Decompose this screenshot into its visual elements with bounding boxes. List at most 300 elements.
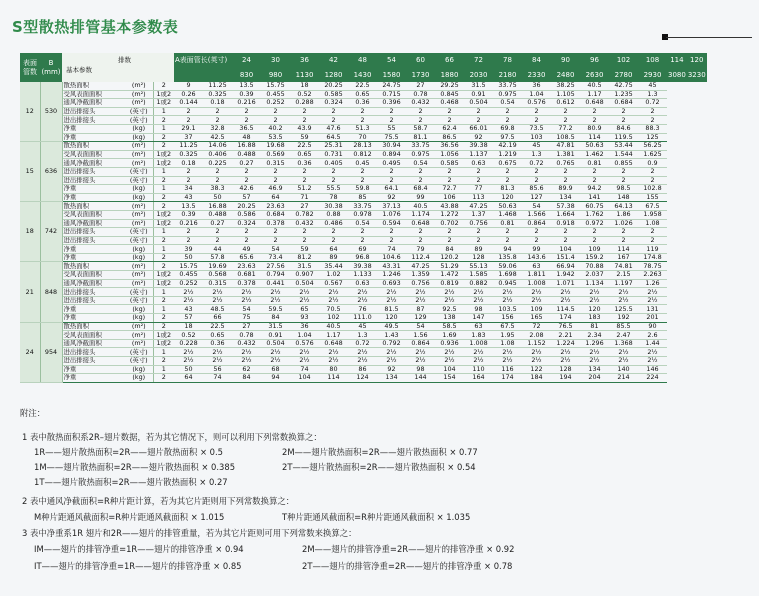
note-1b: 2M——翅片散热面积=2R——翅片散热面积 × 0.77 [282,447,478,457]
note-1d: 2T——翅片散热面积=2R——翅片散热面积 × 0.54 [282,462,476,472]
table-cell: 0.18 [174,159,203,168]
table-cell: 98 [406,365,435,374]
table-cell: 2 [203,228,232,237]
row-count: 1 [153,167,174,176]
row-count: 2 [153,314,174,323]
table-cell: 147 [464,314,493,323]
header-inch-66: 66 [435,53,464,68]
table-cell: 116 [493,365,522,374]
row-item-label: 散热面积 [62,142,125,151]
table-cell: 55.5 [319,185,348,194]
table-cell: 2 [348,228,377,237]
table-cell: 71 [290,193,319,202]
header-inch-102: 102 [609,53,638,68]
table-cell: 2 [551,228,580,237]
note-3b: 2M——翅片的排管净重=2R——翅片的排管净重 × 0.92 [302,544,515,554]
row-item-label: 散热面积 [62,202,125,211]
table-cell: 2 [580,116,609,125]
table-cell: 2 [261,107,290,116]
table-cell: 0.794 [261,271,290,280]
table-cell: 47.25 [464,202,493,211]
row-unit: (kg) [125,253,153,262]
table-cell: 2.15 [609,271,638,280]
table-cell: 0.907 [290,271,319,280]
table-cell: 16.88 [232,142,261,151]
row-item-label: 进出排接头 [62,288,125,297]
table-cell: 192 [609,314,638,323]
table-cell: 70 [348,133,377,142]
table-cell: 2 [377,176,406,185]
table-cell: 62 [232,365,261,374]
table-cell: 48.5 [203,305,232,314]
table-cell: 2 [203,236,232,245]
table-cell: 110 [464,365,493,374]
table-cell: 25.31 [319,142,348,151]
table-cell: 0.65 [203,331,232,340]
table-cell: 0.936 [435,339,464,348]
table-row [20,228,707,237]
header-area-tube-length: A表面管长(英寸) [174,53,232,68]
table-cell: 92 [464,133,493,142]
table-cell: 92 [377,365,406,374]
table-cell: 31.5 [290,262,319,271]
table-cell: 0.39 [232,90,261,99]
table-cell: 1.3 [638,90,667,99]
table-cell: 0.455 [174,271,203,280]
table-cell: 64 [174,374,203,383]
row-unit: (kg) [125,374,153,383]
table-cell: 122 [522,365,551,374]
note-2a: M种片距通风截面积=R种片距通风截面积 × 1.015 [34,512,225,522]
row-unit: (m²) [125,339,153,348]
row-unit: (m²) [125,271,153,280]
table-cell: 27 [232,322,261,331]
table-cell: 0.36 [203,339,232,348]
table-cell: 183 [580,314,609,323]
table-cell: 120 [580,305,609,314]
table-cell: 64 [319,245,348,254]
table-cell: 129 [406,314,435,323]
table-cell: 2½ [377,288,406,297]
table-cell: 1.83 [464,331,493,340]
row-item-label: 进出排接头 [62,296,125,305]
table-cell: 1.105 [551,90,580,99]
row-count: 1或2 [153,99,174,108]
table-cell: 42.5 [203,133,232,142]
table-cell: 37.13 [377,202,406,211]
table-cell: 84.6 [609,124,638,133]
table-row [20,150,707,159]
table-cell: 28.13 [348,142,377,151]
table-cell: 94 [261,374,290,383]
table-cell: 124 [348,374,377,383]
table-cell: 2½ [522,348,551,357]
table-cell: 1.698 [493,271,522,280]
table-cell: 2 [522,228,551,237]
row-item-label: 散热面积 [62,262,125,271]
row-count: 2 [153,374,174,383]
row-count: 2 [153,202,174,211]
table-cell: 23.63 [261,202,290,211]
table-cell: 144 [406,374,435,383]
table-cell: 39.38 [464,142,493,151]
table-cell: 45 [522,142,551,151]
table-cell: 1.762 [580,210,609,219]
table-cell: 70.5 [319,305,348,314]
table-cell: 2 [580,176,609,185]
row-unit: (m²) [125,99,153,108]
table-cell: 60.75 [580,202,609,211]
table-cell: 0.78 [232,331,261,340]
header-inch-72: 72 [464,53,493,68]
header-rows: 排数 [118,56,131,64]
table-cell: 73.4 [261,253,290,262]
table-cell: 20.25 [232,202,261,211]
table-cell: 164 [464,374,493,383]
table-cell: 81.2 [290,253,319,262]
table-cell: 2½ [522,357,551,366]
table-cell: 33.75 [348,202,377,211]
table-cell: 1.076 [377,210,406,219]
row-item-label: 进出排接头 [62,176,125,185]
table-cell: 0.36 [290,159,319,168]
row-unit: (m²) [125,279,153,288]
row-unit: (m²) [125,150,153,159]
row-count: 2 [153,262,174,271]
row-count: 1或2 [153,271,174,280]
table-cell: 119 [638,245,667,254]
header-mm-1730: 1730 [406,68,435,82]
table-row [20,90,707,99]
table-cell: 55.13 [464,262,493,271]
table-cell: 2 [493,228,522,237]
row-count: 1 [153,305,174,314]
row-item-label: 净重 [62,133,125,142]
row-unit: (m²) [125,210,153,219]
table-cell: 2½ [638,357,667,366]
group-tube-count: 12 [20,82,40,142]
table-cell: 127 [522,193,551,202]
table-cell: 2½ [377,296,406,305]
table-cell: 99 [406,193,435,202]
table-cell: 1.296 [580,339,609,348]
table-cell: 46.9 [261,185,290,194]
group-b-mm: 636 [40,142,62,202]
table-cell: 0.288 [290,99,319,108]
table-cell: 90 [638,322,667,331]
table-cell: 34 [174,185,203,194]
table-cell: 11.25 [174,142,203,151]
table-row [20,348,707,357]
table-cell: 31.5 [464,82,493,90]
table-cell: 68.4 [406,185,435,194]
table-cell: 0.378 [261,219,290,228]
table-cell: 125.5 [609,305,638,314]
table-cell: 49 [232,245,261,254]
table-cell: 36.56 [435,142,464,151]
table-cell: 35.44 [319,262,348,271]
table-cell: 2 [319,228,348,237]
row-unit: (kg) [125,314,153,323]
table-cell: 0.586 [232,210,261,219]
group-tube-count: 18 [20,202,40,262]
table-cell: 0.486 [319,219,348,228]
row-count: 1或2 [153,159,174,168]
table-cell: 1.811 [522,271,551,280]
header-mm-2330: 2330 [522,68,551,82]
table-cell: 0.91 [261,331,290,340]
table-cell: 87 [406,305,435,314]
table-cell: 0.54 [493,99,522,108]
table-cell: 47.6 [319,124,348,133]
table-cell: 0.216 [174,219,203,228]
table-cell: 59.5 [261,305,290,314]
table-cell: 2½ [232,357,261,366]
table-cell: 2½ [377,357,406,366]
table-cell: 2½ [174,288,203,297]
row-unit: (m²) [125,202,153,211]
row-item-label: 进出排接头 [62,357,125,366]
row-item-label: 通风净截面积 [62,99,125,108]
table-cell: 2.34 [580,331,609,340]
table-cell: 2½ [232,288,261,297]
table-cell: 2 [261,176,290,185]
table-cell: 2½ [406,348,435,357]
table-cell: 2½ [232,348,261,357]
row-unit: (m²) [125,142,153,151]
table-cell: 2½ [493,348,522,357]
row-count: 2 [153,236,174,245]
table-cell: 2 [174,167,203,176]
table-cell: 29.25 [435,82,464,90]
row-count: 2 [153,116,174,125]
table-cell: 0.812 [348,150,377,159]
table-cell: 0.648 [406,219,435,228]
table-cell: 2.263 [638,271,667,280]
table-cell: 0.845 [435,90,464,99]
table-cell: 78.75 [638,262,667,271]
table-cell: 134 [551,193,580,202]
table-cell: 2 [609,107,638,116]
table-cell: 50 [174,253,203,262]
table-cell: 1.69 [435,331,464,340]
table-cell: 0.945 [493,279,522,288]
table-cell: 32.8 [203,124,232,133]
table-row [20,82,707,90]
table-cell: 73.5 [522,124,551,133]
table-cell: 66.94 [551,262,580,271]
table-cell: 2½ [406,288,435,297]
group-tube-count: 21 [20,262,40,322]
table-cell: 0.54 [406,159,435,168]
table-row [20,271,707,280]
table-cell: 2½ [638,296,667,305]
table-cell: 85.6 [522,185,551,194]
table-cell: 0.432 [232,339,261,348]
note-1a: 1R——翅片散热面积=2R——翅片散热面积 × 0.5 [34,447,223,457]
table-cell: 1.02 [319,271,348,280]
table-cell: 0.88 [319,210,348,219]
table-cell: 2½ [638,288,667,297]
table-cell: 0.252 [261,99,290,108]
row-item-label: 进出排接头 [62,107,125,116]
table-row [20,116,707,125]
table-cell: 2 [580,228,609,237]
table-cell: 1.95 [493,331,522,340]
table-cell: 2 [406,176,435,185]
row-item-label: 净重 [62,193,125,202]
table-cell: 1.942 [551,271,580,280]
header-mm-1280: 1280 [319,68,348,82]
table-cell: 0.495 [377,159,406,168]
table-cell: 108.5 [551,133,580,142]
table-cell: 0.568 [203,271,232,280]
row-unit: (kg) [125,305,153,314]
table-cell: 0.569 [261,150,290,159]
table-cell: 2 [638,167,667,176]
table-cell: 0.39 [174,210,203,219]
row-count: 1或2 [153,150,174,159]
table-cell: 2 [174,107,203,116]
row-unit: (kg) [125,133,153,142]
row-count: 2 [153,296,174,305]
table-cell: 49.5 [377,322,406,331]
table-cell: 86 [348,365,377,374]
table-cell: 54 [261,245,290,254]
table-cell: 184 [522,374,551,383]
header-inch-114: 114 [667,53,687,68]
table-cell: 27 [406,82,435,90]
table-cell: 2 [174,236,203,245]
row-unit: (英寸) [125,348,153,357]
table-cell: 75 [232,314,261,323]
table-cell: 140 [609,365,638,374]
table-cell: 2 [377,107,406,116]
table-cell: 0.468 [435,99,464,108]
table-cell: 2 [638,176,667,185]
row-unit: (m²) [125,331,153,340]
table-cell: 1.566 [522,210,551,219]
row-count: 1 [153,365,174,374]
table-cell: 42.19 [493,142,522,151]
table-cell: 0.684 [609,99,638,108]
table-cell: 2 [580,236,609,245]
group-b-mm: 530 [40,82,62,142]
note-3: 3 表中净重系1R 翅片和2R——翅片的排管重量，若为其它片距则可用下列常数来换算之： [22,528,357,538]
table-cell: 148 [609,193,638,202]
table-cell: 1.664 [551,210,580,219]
table-cell: 2 [377,228,406,237]
table-cell: 1.056 [435,150,464,159]
table-cell: 0.228 [174,339,203,348]
header-inch-24: 24 [232,53,261,68]
table-cell: 66 [203,314,232,323]
table-cell: 94.2 [580,185,609,194]
table-cell: 2 [377,167,406,176]
table-cell: 2 [464,167,493,176]
table-cell: 214 [609,374,638,383]
row-count: 2 [153,253,174,262]
table-cell: 2½ [609,296,638,305]
table-cell: 2½ [435,357,464,366]
table-cell: 57.8 [203,253,232,262]
note-1c: 1M——翅片散热面积=2R——翅片散热面积 × 0.385 [34,462,236,472]
table-cell: 2 [203,107,232,116]
row-count: 1或2 [153,219,174,228]
table-cell: 2 [290,176,319,185]
table-cell: 154 [435,374,464,383]
table-cell: 30.38 [319,202,348,211]
table-cell: 0.252 [174,279,203,288]
table-cell: 0.585 [435,159,464,168]
table-cell: 85 [348,193,377,202]
table-cell: 167 [609,253,638,262]
table-cell: 69 [348,245,377,254]
table-cell: 1.625 [638,150,667,159]
row-item-label: 净重 [62,365,125,374]
table-cell: 2 [522,107,551,116]
table-cell: 2 [174,176,203,185]
table-cell: 0.765 [551,159,580,168]
table-cell: 131 [638,305,667,314]
table-cell: 204 [580,374,609,383]
table-cell: 0.91 [464,90,493,99]
table-cell: 2 [551,116,580,125]
table-cell: 2½ [551,348,580,357]
table-cell: 2 [493,236,522,245]
table-cell: 0.81 [580,159,609,168]
table-cell: 2 [406,116,435,125]
table-row [20,167,707,176]
table-cell: 0.855 [609,159,638,168]
header-mm-2630: 2630 [580,68,609,82]
table-cell: 135.8 [493,253,522,262]
table-cell: 2½ [464,296,493,305]
header-mm-1430: 1430 [348,68,377,82]
table-cell: 2½ [348,357,377,366]
table-cell: 2 [348,176,377,185]
table-cell: 42.6 [232,185,261,194]
table-cell: 0.52 [290,90,319,99]
table-cell: 0.693 [377,279,406,288]
table-cell: 43.9 [290,124,319,133]
row-item-label: 受风表面面积 [62,90,125,99]
table-cell: 13.5 [232,82,261,90]
header-diagonal-cell [62,53,174,82]
table-cell: 2½ [174,296,203,305]
table-cell: 2 [522,176,551,185]
table-cell: 104 [435,365,464,374]
row-item-label: 进出排接头 [62,167,125,176]
table-cell: 23.63 [232,262,261,271]
page-title: S型散热排管基本参数表 [12,18,179,36]
table-cell: 2 [348,167,377,176]
table-cell: 57 [174,314,203,323]
table-cell: 0.894 [377,150,406,159]
table-cell: 0.576 [522,99,551,108]
table-cell: 1.381 [551,150,580,159]
table-cell: 40.2 [261,124,290,133]
table-cell: 92 [377,193,406,202]
table-cell: 2½ [290,348,319,357]
row-count: 1 [153,348,174,357]
group-tube-count: 24 [20,322,40,382]
table-cell: 2.08 [522,331,551,340]
table-cell: 2 [493,167,522,176]
table-cell: 2½ [551,357,580,366]
table-cell: 0.65 [348,90,377,99]
table-cell: 141 [580,193,609,202]
